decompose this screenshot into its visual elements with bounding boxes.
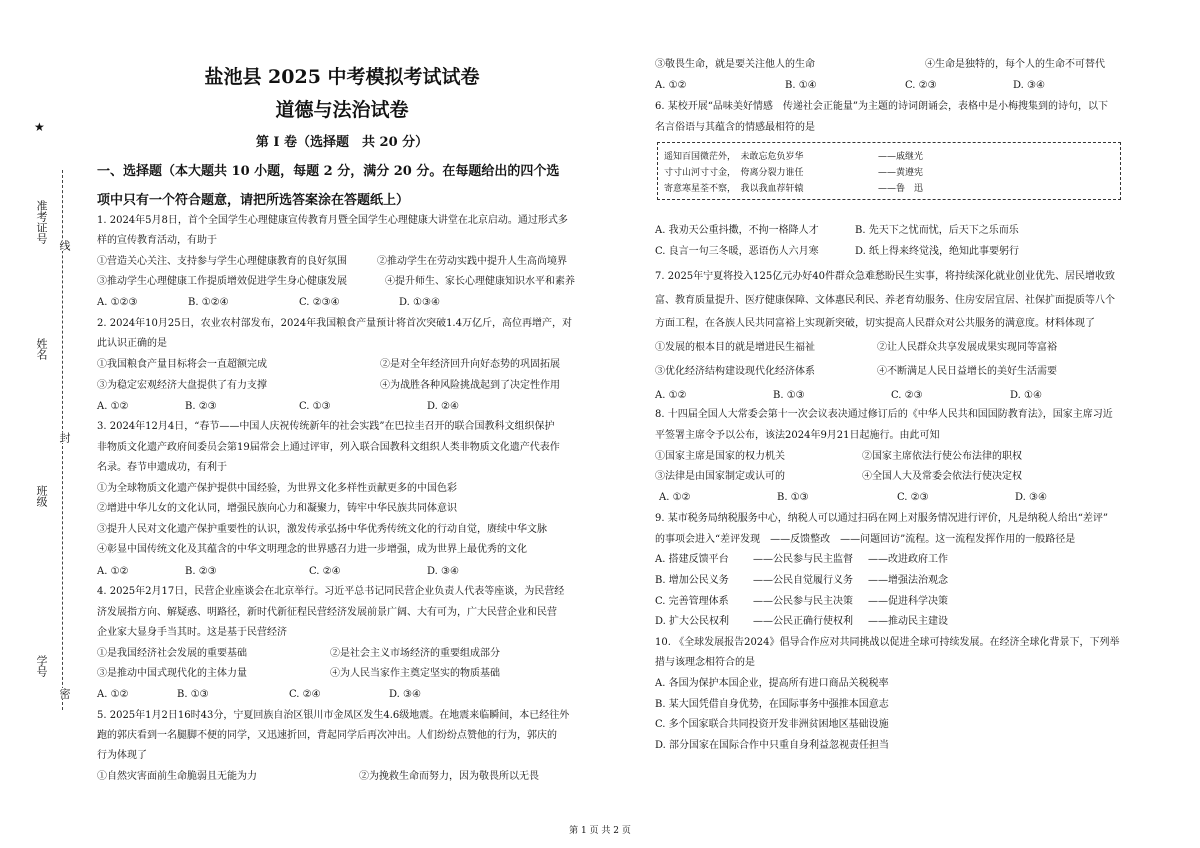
q2-stem-line1: 2. 2024年10月25日，农业农村部发布，2024年我国粮食产量预计将首次突破1.4万亿斤，高位再增产，对 [97, 318, 572, 329]
q7-stem-line2: 富、教育质量提升、医疗健康保障、文体惠民利民、养老育幼服务、住房安居宜居、社保扩面提质等八个 [655, 295, 1115, 306]
q8-option-4: ④全国人大及常委会依法行使决定权 [862, 471, 1022, 482]
q9-a-part2: ——公民参与民主监督 [753, 554, 853, 565]
q9-d-part1: D. 扩大公民权利 [655, 616, 730, 627]
q3-option-1: ①为全球物质文化遗产保护提供中国经验，为世界文化多样性贡献更多的中国色彩 [97, 483, 457, 494]
q4-stem-line2: 济发展指方向、解疑惑、明路径，新时代新征程民营经济发展前景广阔、大有可为，广大民营企业和民营 [97, 607, 557, 618]
line-mark: 线 [58, 240, 71, 251]
name-label: 姓名 [35, 338, 48, 360]
q8-option-2: ②国家主席依法行使公布法律的职权 [862, 451, 1022, 462]
q7-choice-c: C. ②③ [891, 390, 923, 401]
q6-stem-line1: 6. 某校开展“品味美好情感 传递社会正能量”为主题的诗词朗诵会，表格中是小梅搜集到的诗句，以下 [655, 101, 1108, 112]
q2-stem-line2: 此认识正确的是 [97, 338, 167, 349]
q7-stem-line3: 方面工程，在各族人民共同富裕上实现新突破，切实提高人民群众对公共服务的满意度。材料体现了 [655, 318, 1095, 329]
q5-stem-line2: 跑的郭庆看到一名腿脚不便的同学，又迅速折回，背起同学后再次冲出。人们纷纷点赞他的行为，郭庆的 [97, 730, 557, 741]
q8-choice-b: B. ①③ [777, 492, 809, 503]
q9-b-part2: ——公民自觉履行义务 [753, 575, 853, 586]
q3-choice-b: B. ②③ [185, 566, 217, 577]
q3-stem-line1: 3. 2024年12月4日，“春节——中国人庆祝传统新年的社会实践”在巴拉圭召开的联合国教科文组织保护 [97, 421, 555, 432]
q2-option-2: ②是对全年经济回升向好态势的巩固拓展 [380, 359, 560, 370]
q4-option-3: ③是推动中国式现代化的主体力量 [97, 668, 247, 679]
q7-option-3: ③优化经济结构建设现代化经济体系 [655, 366, 815, 377]
q10-choice-c: C. 多个国家联合共同投资开发非洲贫困地区基础设施 [655, 719, 889, 730]
page-footer: 第 1 页 共 2 页 [569, 826, 631, 836]
q8-choice-c: C. ②③ [897, 492, 929, 503]
q7-option-2: ②让人民群众共享发展成果实现同等富裕 [877, 342, 1057, 353]
q9-b-part3: ——增强法治观念 [868, 575, 948, 586]
q1-option-1: ①营造关心关注、支持参与学生心理健康教育的良好氛围 [97, 256, 347, 267]
q9-a-part3: ——改进政府工作 [868, 554, 948, 565]
poem-box [657, 142, 1121, 200]
q5-option-3: ③敬畏生命，就是要关注他人的生命 [655, 59, 815, 70]
q3-option-4: ④彰显中国传统文化及其蕴含的中华文明理念的世界感召力进一步增强，成为世界上最优秀的文化 [97, 544, 527, 555]
poem-line-2: 寸寸山河寸寸金， 侉离分裂力谁任 [664, 168, 804, 178]
q5-option-2: ②为挽救生命而努力，因为敬畏所以无畏 [359, 771, 539, 782]
q10-choice-a: A. 各国为保护本国企业，提高所有进口商品关税税率 [655, 678, 889, 689]
q4-stem-line1: 4. 2025年2月17日，民营企业座谈会在北京举行。习近平总书记同民营企业负责人代表等座谈，为民营经 [97, 586, 565, 597]
q5-choice-d: D. ③④ [1013, 80, 1045, 91]
q8-choice-a: A. ①② [659, 492, 691, 503]
q9-d-part2: ——公民正确行使权利 [753, 616, 853, 627]
q2-choice-b: B. ②③ [185, 401, 217, 412]
q9-stem-line1: 9. 某市税务局纳税服务中心，纳税人可以通过扫码在网上对服务情况进行评价，凡是纳税人给出“差评” [655, 513, 1108, 524]
poem-author-2: ——黄遵宪 [878, 168, 924, 178]
q8-option-3: ③法律是由国家制定或认可的 [655, 471, 785, 482]
poem-line-3: 寄意寒星荃不察， 我以我血荐轩辕 [664, 184, 804, 194]
q9-c-part2: ——公民参与民主决策 [753, 596, 853, 607]
q5-option-1: ①自然灾害面前生命脆弱且无能为力 [97, 771, 257, 782]
q3-choice-c: C. ②④ [309, 566, 341, 577]
q4-option-2: ②是社会主义市场经济的重要组成部分 [330, 648, 500, 659]
q2-option-4: ④为战胜各种风险挑战起到了决定性作用 [380, 380, 560, 391]
part-title: 第 I 卷（选择题 共 20 分） [255, 135, 429, 150]
star-mark: ★ [34, 120, 45, 134]
q2-option-3: ③为稳定宏观经济大盘提供了有力支撑 [97, 380, 267, 391]
q2-option-1: ①我国粮食产量目标将会一直超额完成 [97, 359, 267, 370]
q1-stem-line2: 样的宣传教育活动，有助于 [97, 235, 217, 246]
q3-option-3: ③提升人民对文化遗产保护重要性的认识，激发传承弘扬中华优秀传统文化的行动自觉，赓续中华文脉 [97, 524, 547, 535]
q1-option-2: ②推动学生在劳动实践中提升人生高尚境界 [377, 256, 567, 267]
q7-choice-a: A. ①② [655, 390, 687, 401]
q4-option-4: ④为人民当家作主奠定坚实的物质基础 [330, 668, 500, 679]
q3-stem-line3: 名录。春节申遗成功，有利于 [97, 462, 227, 473]
poem-author-1: ——戚继光 [878, 152, 924, 162]
q8-stem-line1: 8. 十四届全国人大常委会第十一次会议表决通过修订后的《中华人民共和国国防教育法》，国家主席习近 [655, 409, 1113, 420]
secret-mark: 密 [58, 688, 71, 699]
q4-choice-c: C. ②④ [289, 689, 321, 700]
q9-stem-line2: 的事项会进入“差评发现 ——反馈整改 ——问题回访”流程。这一流程发挥作用的一般路径是 [655, 534, 1076, 545]
q5-choice-b: B. ①④ [785, 80, 817, 91]
q4-stem-line3: 企业家大显身手当其时。这是基于民营经济 [97, 627, 287, 638]
q10-stem-line2: 措与该理念相符合的是 [655, 657, 755, 668]
q7-option-4: ④不断满足人民日益增长的美好生活需要 [877, 366, 1057, 377]
q6-stem-line2: 名言俗语与其蕴含的情感最相符的是 [655, 122, 815, 133]
q1-choice-b: B. ①②④ [188, 297, 229, 308]
q10-stem-line1: 10. 《全球发展报告2024》倡导合作应对共同挑战以促进全球可持续发展。在经济全球化背景下，下列举 [655, 637, 1120, 648]
q1-option-3: ③推动学生心理健康工作提质增效促进学生身心健康发展 [97, 276, 347, 287]
q2-choice-c: C. ①③ [299, 401, 331, 412]
q3-choice-a: A. ①② [97, 566, 129, 577]
q1-choice-d: D. ①③④ [399, 297, 440, 308]
student-number-label: 学号 [35, 655, 48, 677]
q9-d-part3: ——推动民主建设 [868, 616, 948, 627]
section-instruction-line2: 项中只有一个符合题意，请把所选答案涂在答题纸上） [97, 193, 410, 208]
poem-line-1: 遥知百国微茫外， 未敢忘危负岁华 [664, 152, 804, 162]
poem-author-3: ——鲁 迅 [878, 184, 924, 194]
q3-choice-d: D. ③④ [427, 566, 459, 577]
q3-stem-line2: 非物质文化遗产政府间委员会第19届常会上通过评审，列入联合国教科文组织人类非物质文化遗产代表作 [97, 442, 560, 453]
q6-choice-c: C. 良言一句三冬暖，恶语伤人六月寒 [655, 246, 819, 257]
q6-choice-d: D. 纸上得来终觉浅，绝知此事要躬行 [855, 246, 1020, 257]
q2-choice-d: D. ②④ [427, 401, 459, 412]
q4-choice-b: B. ①③ [177, 689, 209, 700]
q9-b-part1: B. 增加公民义务 [655, 575, 729, 586]
q4-choice-a: A. ①② [97, 689, 129, 700]
q5-stem-line1: 5. 2025年1月2日16时43分，宁夏回族自治区银川市金凤区发生4.6级地震。在地震来临瞬间，本已经往外 [97, 710, 570, 721]
q10-choice-d: D. 部分国家在国际合作中只重自身利益忽视责任担当 [655, 740, 890, 751]
q4-option-1: ①是我国经济社会发展的重要基础 [97, 648, 247, 659]
subject-title: 道德与法治试卷 [275, 99, 409, 121]
q4-choice-d: D. ③④ [389, 689, 421, 700]
class-label: 班级 [35, 485, 48, 507]
q10-choice-b: B. 某大国凭借自身优势，在国际事务中强推本国意志 [655, 699, 889, 710]
exam-number-label: 准考证号 [35, 200, 48, 244]
q9-c-part3: ——促进科学决策 [868, 596, 948, 607]
q1-stem-line1: 1. 2024年5月8日，首个全国学生心理健康宣传教育月暨全国学生心理健康大讲堂在北京启动。通过形式多 [97, 215, 568, 226]
q2-choice-a: A. ①② [97, 401, 129, 412]
q7-stem-line1: 7. 2025年宁夏将投入125亿元办好40件群众急难愁盼民生实事，将持续深化就业创业优先、居民增收致 [655, 271, 1115, 282]
q5-stem-line3: 行为体现了 [97, 750, 147, 761]
q1-choice-a: A. ①②③ [97, 297, 138, 308]
q9-c-part1: C. 完善管理体系 [655, 596, 729, 607]
q7-choice-d: D. ①④ [1010, 390, 1042, 401]
q6-choice-a: A. 我劝天公重抖擞，不拘一格降人才 [655, 225, 819, 236]
q9-a-part1: A. 搭建反馈平台 [655, 554, 729, 565]
q6-choice-b: B. 先天下之忧而忧，后天下之乐而乐 [855, 225, 1019, 236]
q8-option-1: ①国家主席是国家的权力机关 [655, 451, 785, 462]
exam-title: 盐池县 2025 中考模拟考试试卷 [204, 66, 480, 88]
q1-option-4: ④提升师生、家长心理健康知识水平和素养 [385, 276, 575, 287]
section-instruction-line1: 一、选择题（本大题共 10 小题，每题 2 分，满分 20 分。在每题给出的四个选 [97, 164, 560, 179]
binding-margin [0, 0, 80, 848]
q5-choice-a: A. ①② [655, 80, 687, 91]
q7-option-1: ①发展的根本目的就是增进民生福祉 [655, 342, 815, 353]
q8-stem-line2: 平签署主席令予以公布，该法2024年9月21日起施行。由此可知 [655, 430, 940, 441]
seal-mark: 封 [58, 432, 71, 443]
q8-choice-d: D. ③④ [1015, 492, 1047, 503]
q5-option-4: ④生命是独特的，每个人的生命不可替代 [925, 59, 1105, 70]
q1-choice-c: C. ②③④ [299, 297, 340, 308]
q3-option-2: ②增进中华儿女的文化认同，增强民族向心力和凝聚力，铸牢中华民族共同体意识 [97, 503, 457, 514]
q5-choice-c: C. ②③ [905, 80, 937, 91]
q7-choice-b: B. ①③ [773, 390, 805, 401]
